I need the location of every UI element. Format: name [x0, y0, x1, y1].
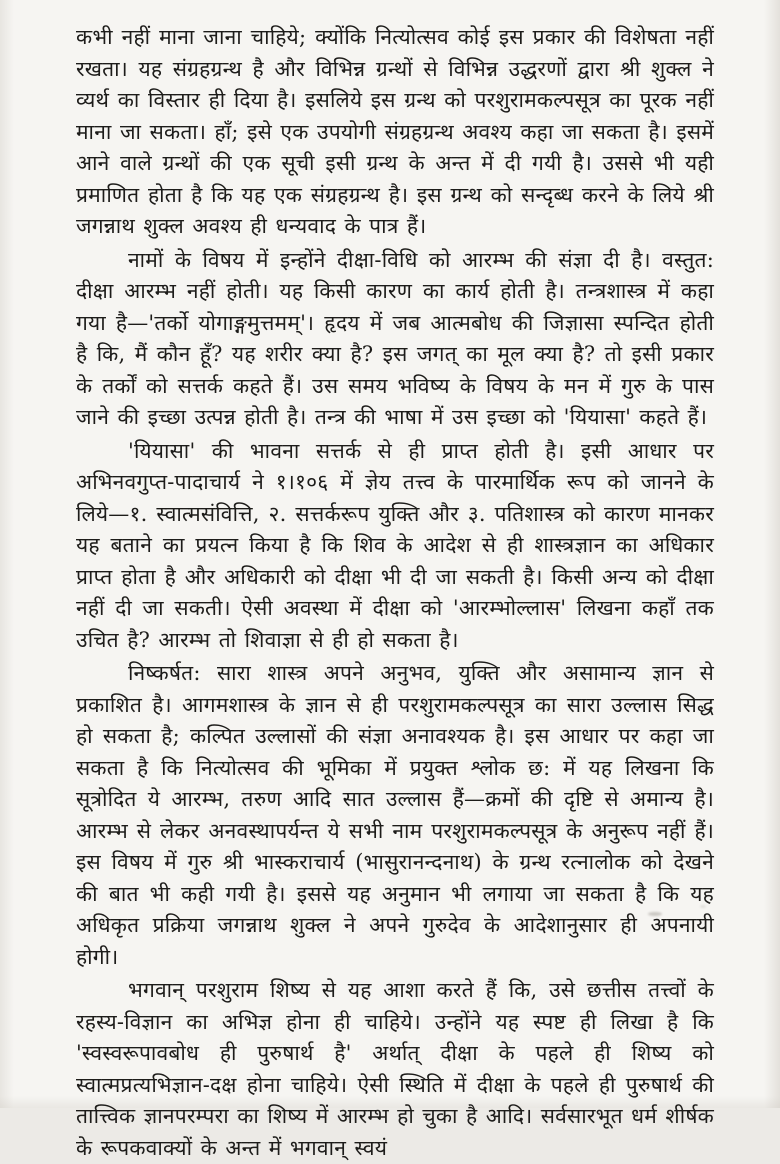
scan-smudge [700, 905, 706, 908]
paragraph-4: निष्कर्षत: सारा शास्त्र अपने अनुभव, युक्ति और असामान्य ज्ञान से प्रकाशित है। आगमशास्त्र के ज्ञान से ही परशुरामकल्पसूत्र का सारा उल्लास सिद्ध हो सकता है; कल्पित उल्लासों की संज्ञा अनावश्यक है। इस आधार पर कहा जा सकता है कि नित्योत्सव की भूमिका में प्रयुक्त श्लोक छ: में यह लिखना कि सूत्रोदित ये आरम्भ, तरुण आदि सात उल्लास हैं—क्रमों की दृष्टि से अमान्य है। आरम्भ से लेकर अनवस्थापर्यन्त ये सभी नाम परशुरामकल्पसूत्र के अनुरूप नहीं हैं। इस विषय में गुरु श्री भास्कराचार्य (भासुरानन्दनाथ) के ग्रन्थ रत्नालोक को देखने की बात भी कही गयी है। इससे यह अनुमान भी लगाया जा सकता है कि यह अधिकृत प्रक्रिया जगन्नाथ शुक्ल ने अपने गुरुदेव के आदेशानुसार ही अपनायी होगी। [76, 661, 714, 969]
body-text [76, 22, 714, 1164]
paragraph-3: 'यियासा' की भावना सत्तर्क से ही प्राप्त होती है। इसी आधार पर अभिनवगुप्त-पादाचार्य ने १।१०६ में ज्ञेय तत्त्व के पारमार्थिक रूप को जानने के लिये—१. स्वात्मसंवित्ति, २. सत्तर्करूप युक्ति और ३. पतिशास्त्र को कारण मानकर यह बताने का प्रयत्न किया है कि शिव के आदेश से ही शास्त्रज्ञान का अधिकार प्राप्त होता है और अधिकारी को दीक्षा भी दी जा सकती है। किसी अन्य को दीक्षा नहीं दी जा सकती। ऐसी अवस्था में दीक्षा को 'आरम्भोल्लास' लिखना कहाँ तक उचित है? आरम्भ तो शिवाज्ञा से ही हो सकता है। [76, 438, 714, 652]
paragraph-2: नामों के विषय में इन्होंने दीक्षा-विधि को आरम्भ की संज्ञा दी है। वस्तुत: दीक्षा आरम्भ नहीं होती। यह किसी कारण का कार्य होती है। तन्त्रशास्त्र में कहा गया है—'तर्को योगाङ्गमुत्तमम्'। हृदय में जब आत्मबोध की जिज्ञासा स्पन्दित होती है कि, मैं कौन हूँ? यह शरीर क्या है? इस जगत् का मूल क्या है? तो इसी प्रकार के तर्कों को सत्तर्क कहते हैं। उस समय भविष्य के विषय के मन में गुरु के पास जाने की इच्छा उत्पन्न होती है। तन्त्र की भाषा में उस इच्छा को 'यियासा' कहते हैं। [76, 247, 714, 429]
paragraph-5: भगवान् परशुराम शिष्य से यह आशा करते हैं कि, उसे छत्तीस तत्त्वों के रहस्य-विज्ञान का अभिज्ञ होना ही चाहिये। उन्होंने यह स्पष्ट ही लिखा है कि 'स्वस्वरूपावबोध ही पुरुषार्थ है' अर्थात् दीक्षा के पहले ही शिष्य को स्वात्मप्रत्यभिज्ञान-दक्ष होना चाहिये। ऐसी स्थिति में दीक्षा के पहले ही पुरुषार्थ की तात्त्विक ज्ञानपरम्परा का शिष्य में आरम्भ हो चुका है आदि। सर्वसारभूत धर्म शीर्षक के रूपकवाक्यों के अन्त में भगवान् स्वयं [76, 978, 714, 1160]
scan-smudge [648, 912, 662, 916]
paragraph-1: कभी नहीं माना जाना चाहिये; क्योंकि नित्योत्सव कोई इस प्रकार की विशेषता नहीं रखता। यह संग्रहग्रन्थ है और विभिन्न ग्रन्थों से विभिन्न उद्धरणों द्वारा श्री शुक्ल ने व्यर्थ का विस्तार ही दिया है। इसलिये इस ग्रन्थ को परशुरामकल्पसूत्र का पूरक नहीं माना जा सकता। हाँ; इसे एक उपयोगी संग्रहग्रन्थ अवश्य कहा जा सकता है। इसमें आने वाले ग्रन्थों की एक सूची इसी ग्रन्थ के अन्त में दी गयी है। उससे भी यही प्रमाणित होता है कि यह एक संग्रहग्रन्थ है। इस ग्रन्थ को सन्दृब्ध करने के लिये श्री जगन्नाथ शुक्ल अवश्य ही धन्यवाद के पात्र हैं। [76, 25, 714, 238]
